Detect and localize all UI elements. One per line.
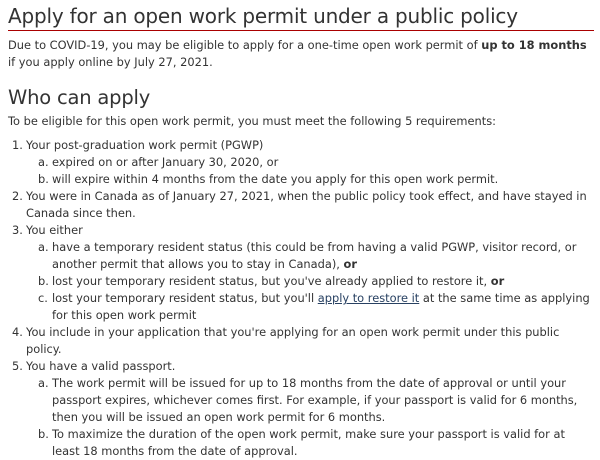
sub-letter: b. — [38, 172, 49, 186]
sub-letter: c. — [38, 291, 48, 305]
sub-text: To maximize the duration of the open work permit, make sure your passport is valid for at least 18 months from the date of approval. — [52, 427, 565, 458]
intro-bold: up to 18 months — [481, 38, 587, 52]
sub-item — [26, 290, 596, 324]
sub-item — [26, 426, 596, 460]
sub-text: expired on or after January 30, 2020, or — [52, 155, 279, 169]
sub-letter: b. — [38, 274, 49, 288]
sub-letter: a. — [38, 240, 49, 254]
sub-text-end: at the same time as applying for this open work permit — [52, 291, 590, 322]
sub-text: will expire within 4 months from the date you apply for this open work permit. — [52, 172, 499, 186]
requirement-2 — [8, 188, 596, 222]
requirement-text: You include in your application that you're applying for an open work permit under this public policy. — [26, 325, 560, 356]
sub-list — [26, 375, 596, 460]
sub-item — [26, 239, 596, 273]
sub-list — [26, 239, 596, 324]
sub-item — [26, 171, 596, 188]
intro-paragraph — [8, 37, 596, 71]
requirement-4 — [8, 324, 596, 358]
sub-list — [26, 154, 596, 188]
sub-item — [26, 154, 596, 171]
sub-bold: or — [490, 274, 505, 288]
sub-text: lost your temporary resident status, but you've already applied to restore it, — [52, 274, 491, 288]
requirement-text: You either — [26, 223, 83, 237]
requirement-3 — [8, 222, 596, 324]
section-heading: Who can apply — [8, 86, 151, 109]
intro-text-end: if you apply online by July 27, 2021. — [8, 55, 213, 69]
lead-text: To be eligible for this open work permit, you must meet the following 5 requirements: — [8, 114, 496, 128]
requirement-number: 5. — [12, 359, 23, 373]
title-underline — [8, 30, 594, 31]
sub-letter: b. — [38, 427, 49, 441]
sub-letter: a. — [38, 376, 49, 390]
requirement-text: You were in Canada as of January 27, 2021, when the public policy took effect, and have stayed in Canada since then. — [26, 189, 587, 220]
page-title: Apply for an open work permit under a public policy — [8, 4, 518, 28]
requirement-number: 1. — [12, 138, 23, 152]
sub-item — [26, 375, 596, 426]
requirement-number: 4. — [12, 325, 23, 339]
sub-letter: a. — [38, 155, 49, 169]
requirement-number: 3. — [12, 223, 23, 237]
requirement-number: 2. — [12, 189, 23, 203]
sub-bold: or — [343, 257, 357, 271]
sub-text: The work permit will be issued for up to 18 months from the date of approval or until your passport expires, whichever comes first. For example, if your passport is valid for 6 months, then you will be issued an open work permit for 6 months. — [52, 376, 578, 424]
requirement-text: You have a valid passport. — [26, 359, 176, 373]
requirements-list — [8, 137, 596, 460]
sub-text: have a temporary resident status (this could be from having a valid PGWP, visitor record, or another permit that allows you to stay in Canada), — [52, 240, 577, 271]
sub-text: lost your temporary resident status, but you'll — [52, 291, 318, 305]
intro-text: Due to COVID-19, you may be eligible to apply for a one-time open work permit of — [8, 38, 482, 52]
requirement-text: Your post-graduation work permit (PGWP) — [26, 138, 264, 152]
sub-item — [26, 273, 596, 290]
restore-status-link[interactable]: apply to restore it — [317, 291, 420, 305]
requirement-1 — [8, 137, 596, 188]
requirement-5 — [8, 358, 596, 460]
